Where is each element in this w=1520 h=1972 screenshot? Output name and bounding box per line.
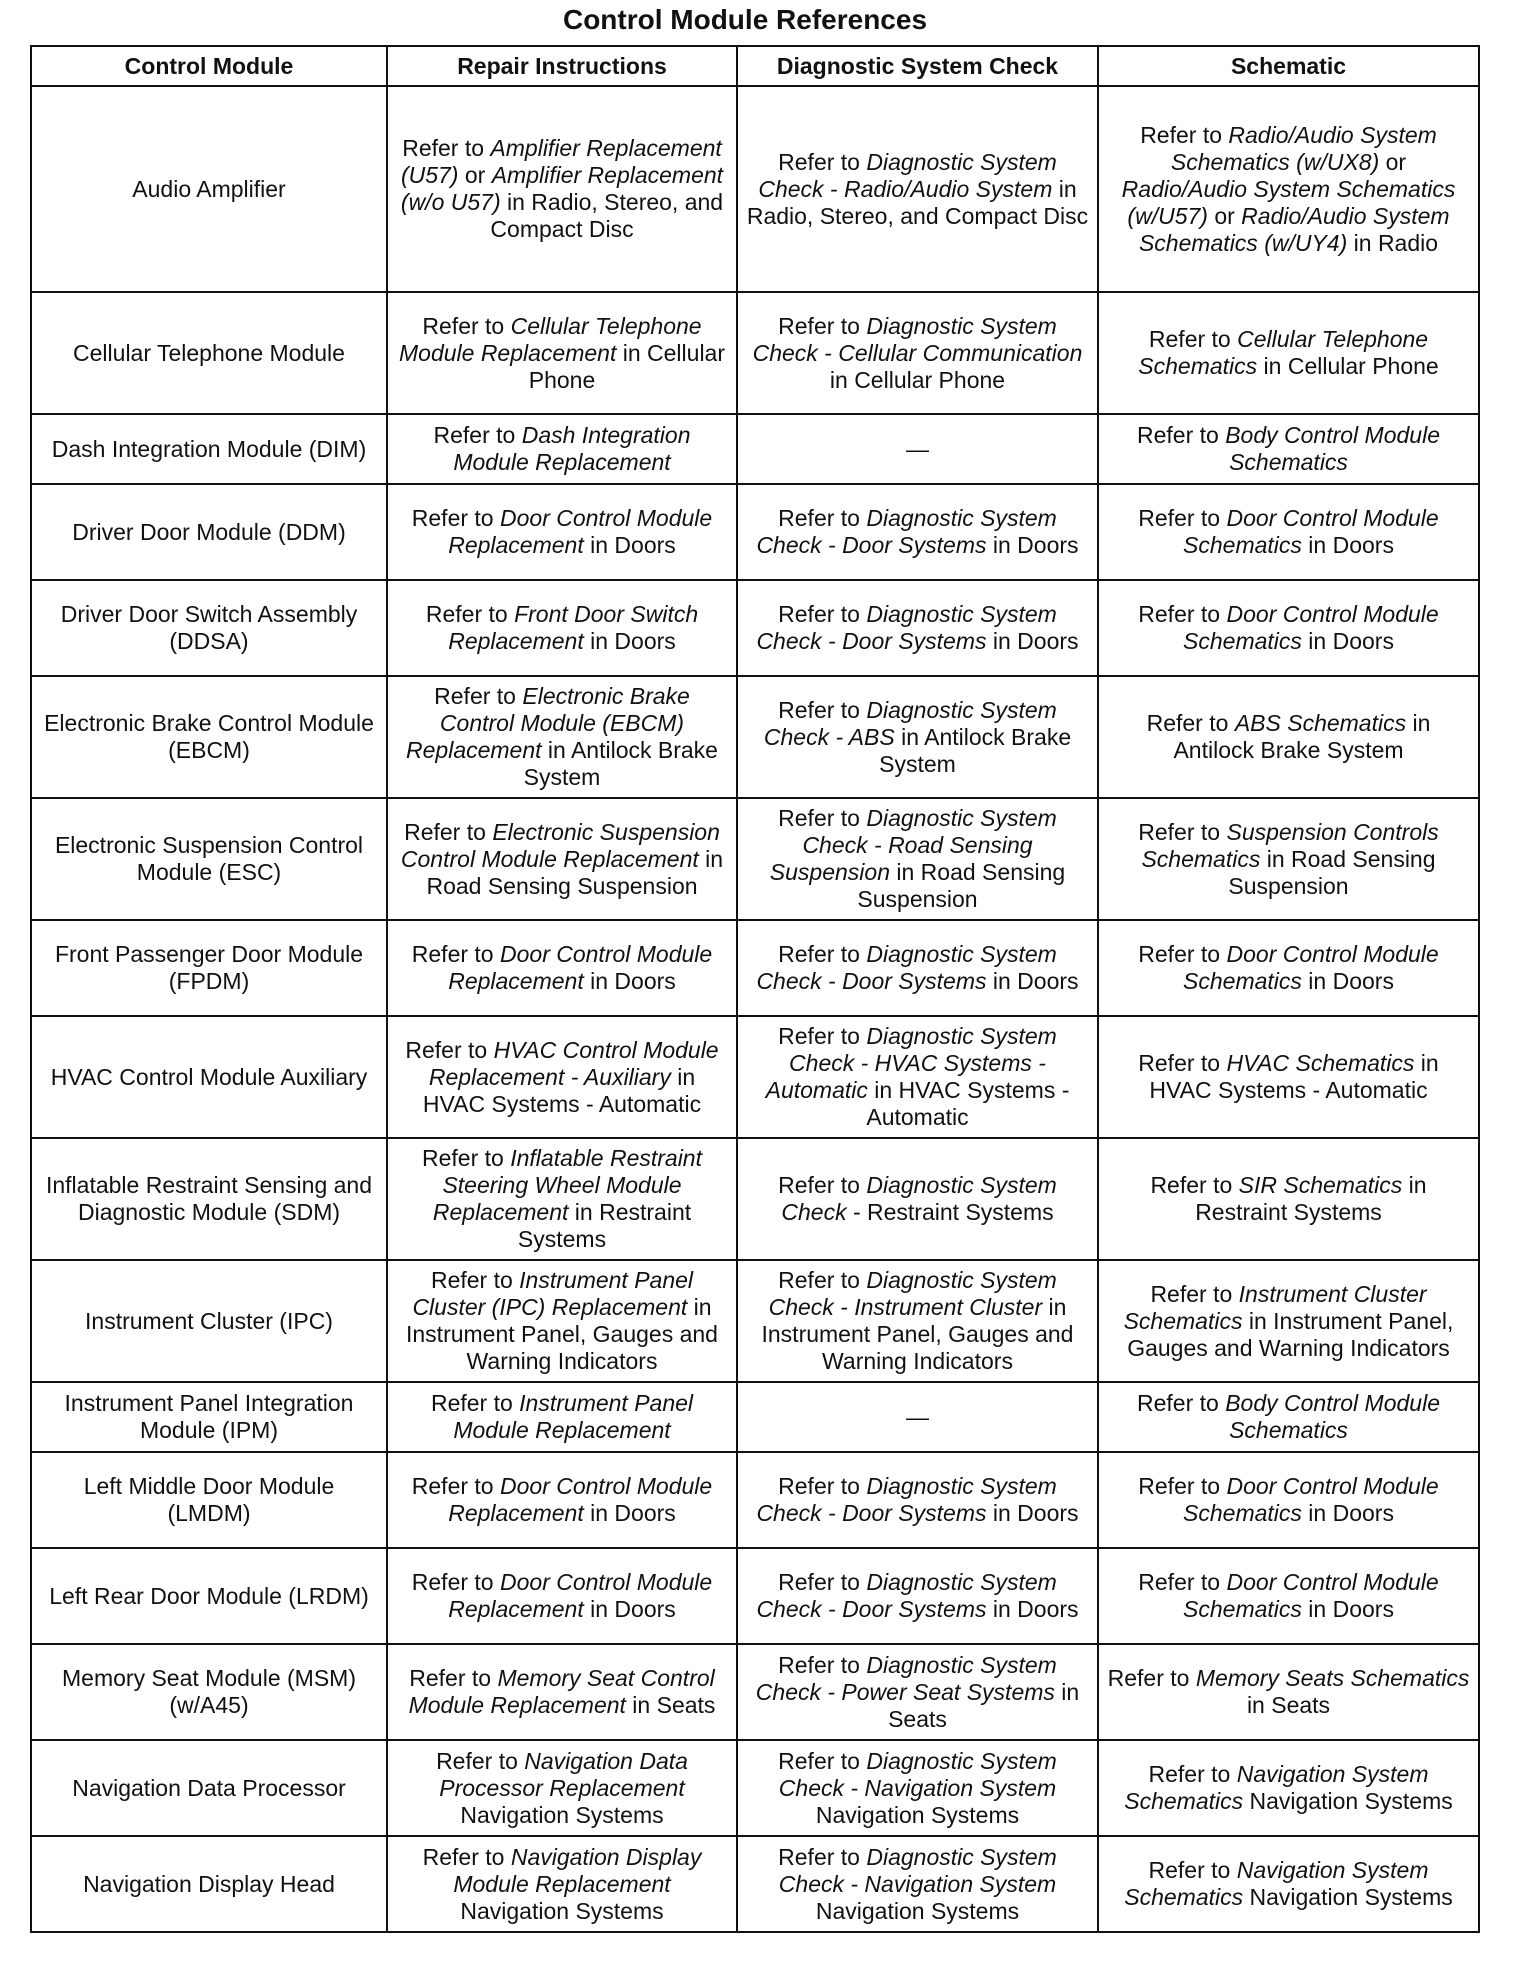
table-row (31, 1548, 1479, 1644)
reference-title: Door Control Module Replacement (448, 505, 713, 558)
reference-text: in Doors (583, 1596, 676, 1622)
module-name-cell: Instrument Cluster (IPC) (31, 1260, 387, 1382)
module-name-cell: Audio Amplifier (31, 86, 387, 292)
reference-title: Diagnostic System Check - Power Seat Systems (755, 1651, 1057, 1705)
reference-text: Refer to (422, 1843, 511, 1870)
reference-text: in Seats (1246, 1692, 1331, 1718)
reference-title: Memory Seat Control Module Replacement (408, 1665, 715, 1718)
reference-title: Electronic Brake Control Module (EBCM) Replacement (406, 683, 690, 763)
schematic-cell (1098, 1260, 1479, 1382)
reference-text: Refer to (778, 1843, 867, 1870)
reference-text: in Radio, Stereo, and Compact Disc (490, 189, 724, 242)
reference-text: Refer to (430, 1267, 520, 1293)
diagnostic-cell (737, 1260, 1098, 1382)
reference-title: Suspension Controls Schematics (1141, 818, 1439, 872)
reference-title: Inflatable Restraint Steering Wheel Module Replacement (432, 1145, 702, 1225)
reference-title: Cellular Telephone Module Replacement (399, 312, 702, 366)
reference-title: Diagnostic System Check - Road Sensing Suspension (769, 805, 1057, 885)
reference-text: in Road Sensing Suspension (1228, 845, 1436, 899)
reference-text: Refer to (1138, 1050, 1227, 1076)
table-row (31, 580, 1479, 676)
reference-title: Cellular Telephone Schematics (1138, 326, 1429, 379)
reference-text: Refer to (778, 1651, 867, 1678)
module-name-cell: Cellular Telephone Module (31, 292, 387, 414)
reference-text: Refer to (1148, 1857, 1237, 1883)
schematic-cell (1098, 292, 1479, 414)
reference-text: Refer to (411, 1473, 500, 1499)
reference-text: in Restraint Systems (517, 1199, 692, 1252)
repair-cell (387, 1452, 737, 1548)
reference-title: Radio/Audio System Schematics (w/UY4) (1138, 202, 1450, 256)
table-row (31, 292, 1479, 414)
reference-text: in HVAC Systems - Automatic (1149, 1050, 1439, 1103)
reference-text: in Doors (583, 628, 676, 654)
reference-text: Refer to (1148, 326, 1238, 352)
module-name-cell: Dash Integration Module (DIM) (31, 414, 387, 484)
reference-text: in Road Sensing Suspension (857, 859, 1066, 912)
schematic-cell (1098, 1452, 1479, 1548)
reference-text: Refer to (411, 941, 500, 967)
reference-text: in Radio (1347, 229, 1439, 256)
module-name-cell: Navigation Display Head (31, 1836, 387, 1932)
reference-title: Door Control Module Replacement (448, 1569, 713, 1622)
reference-title: Diagnostic System Check - Door Systems (756, 505, 1057, 558)
reference-text: in Doors (1301, 628, 1394, 654)
reference-title: Front Door Switch Replacement (448, 601, 699, 654)
reference-title: Door Control Module Schematics (1183, 601, 1439, 654)
reference-title: Instrument Panel Module Replacement (453, 1390, 694, 1443)
reference-text: Navigation Systems (815, 1897, 1020, 1924)
reference-text: - Restraint Systems (846, 1199, 1054, 1225)
table-row (31, 414, 1479, 484)
reference-text: Refer to (778, 601, 867, 627)
repair-cell (387, 580, 737, 676)
repair-cell (387, 1016, 737, 1138)
module-name-cell: Electronic Brake Control Module (EBCM) (31, 676, 387, 798)
reference-text: Refer to (1136, 1390, 1226, 1416)
reference-text: in Instrument Panel, Gauges and Warning Indicators (406, 1294, 718, 1374)
reference-title: Radio/Audio System Schematics (w/UX8) (1170, 121, 1437, 175)
reference-title: Body Control Module Schematics (1225, 1390, 1440, 1443)
diagnostic-cell (737, 1836, 1098, 1932)
reference-text: in Doors (986, 532, 1079, 558)
diagnostic-cell (737, 1452, 1098, 1548)
table-row (31, 676, 1479, 798)
module-name-cell: Left Middle Door Module (LMDM) (31, 1452, 387, 1548)
header-repair-instructions: Repair Instructions (387, 46, 737, 86)
reference-text: in HVAC Systems - Automatic (866, 1077, 1070, 1130)
reference-title: SIR Schematics (1238, 1172, 1403, 1198)
reference-title: Instrument Panel Cluster (IPC) Replacement (412, 1267, 694, 1320)
diagnostic-cell (737, 798, 1098, 920)
reference-title: Navigation System Schematics (1124, 1761, 1429, 1814)
reference-text: Navigation Systems (1243, 1884, 1453, 1910)
reference-text: or (458, 162, 492, 188)
reference-text: in Antilock Brake System (1173, 710, 1431, 763)
reference-text: in Doors (583, 532, 676, 558)
reference-text: in Restraint Systems (1195, 1172, 1427, 1225)
reference-title: Diagnostic System Check - Instrument Cluster (768, 1267, 1057, 1320)
table-row (31, 798, 1479, 920)
reference-text: Refer to (422, 1145, 511, 1171)
reference-text: in Doors (583, 1500, 676, 1526)
schematic-cell (1098, 1382, 1479, 1452)
reference-text: in Seats (625, 1692, 716, 1718)
reference-title: Door Control Module Schematics (1183, 1569, 1439, 1622)
reference-title: Dash Integration Module Replacement (453, 422, 691, 475)
module-name-cell: Driver Door Switch Assembly (DDSA) (31, 580, 387, 676)
repair-cell (387, 414, 737, 484)
reference-text: Refer to (1140, 121, 1229, 148)
module-name-cell: Instrument Panel Integration Module (IPM) (31, 1382, 387, 1452)
reference-text: Refer to (1148, 1761, 1237, 1787)
reference-text: Navigation Systems (460, 1801, 664, 1828)
reference-text: Refer to (411, 1569, 500, 1595)
header-diagnostic-system-check: Diagnostic System Check (737, 46, 1098, 86)
reference-text: in Radio, Stereo, and Compact Disc (746, 175, 1089, 229)
repair-cell (387, 292, 737, 414)
schematic-cell (1098, 580, 1479, 676)
reference-title: Instrument Cluster Schematics (1123, 1280, 1427, 1334)
reference-text: Refer to (778, 1473, 867, 1499)
reference-title: Diagnostic System Check - HVAC Systems - Automatic (765, 1023, 1057, 1103)
reference-title: Door Control Module Replacement (448, 941, 713, 994)
page-title: Control Module References (562, 4, 928, 35)
reference-text: Refer to (434, 683, 523, 709)
reference-text: Refer to (1136, 422, 1226, 448)
module-name-cell: Electronic Suspension Control Module (ESC) (31, 798, 387, 920)
reference-text: Refer to (1138, 505, 1227, 531)
reference-text: in Doors (1301, 968, 1394, 994)
reference-text: in Seats (888, 1678, 1080, 1732)
reference-title: Amplifier Replacement (w/o U57) (400, 162, 724, 215)
reference-title: Door Control Module Replacement (448, 1473, 713, 1526)
reference-title: HVAC Control Module Replacement - Auxiliary (428, 1036, 719, 1090)
reference-text: Refer to (1138, 941, 1227, 967)
reference-text: Refer to (778, 1569, 867, 1595)
header-control-module: Control Module (31, 46, 387, 86)
reference-title: HVAC Schematics (1226, 1050, 1415, 1076)
reference-title: Diagnostic System Check - Door Systems (756, 1473, 1057, 1526)
reference-text: Refer to (1107, 1665, 1196, 1691)
reference-title: Diagnostic System Check - Door Systems (756, 601, 1057, 654)
diagnostic-cell (737, 1382, 1098, 1452)
table-row (31, 920, 1479, 1016)
reference-text: in Instrument Panel, Gauges and Warning Indicators (761, 1294, 1074, 1374)
reference-title: Electronic Suspension Control Module Replacement (400, 818, 720, 872)
schematic-cell (1098, 484, 1479, 580)
header-row (31, 46, 1479, 86)
diagnostic-cell (737, 676, 1098, 798)
reference-text: Refer to (425, 601, 515, 627)
reference-text: in Cellular Phone (829, 366, 1006, 393)
reference-text: in Doors (1301, 1596, 1394, 1622)
module-name-cell: Front Passenger Door Module (FPDM) (31, 920, 387, 1016)
module-name-cell: HVAC Control Module Auxiliary (31, 1016, 387, 1138)
schematic-cell (1098, 86, 1479, 292)
reference-text: Navigation Systems (460, 1897, 664, 1924)
reference-title: Diagnostic System Check - Navigation System (778, 1843, 1057, 1897)
reference-text: Refer to (405, 1036, 494, 1063)
repair-cell (387, 1644, 737, 1740)
schematic-cell (1098, 798, 1479, 920)
reference-title: Navigation Data Processor Replacement (439, 1747, 688, 1801)
reference-text: Refer to (1138, 601, 1227, 627)
reference-title: Memory Seats Schematics (1195, 1665, 1470, 1691)
table-row (31, 1016, 1479, 1138)
reference-text: in Doors (986, 1500, 1079, 1526)
reference-text: Refer to (778, 505, 867, 531)
reference-text: Refer to (433, 422, 522, 448)
reference-text: — (906, 1403, 929, 1430)
reference-text: or (1379, 148, 1407, 175)
diagnostic-cell (737, 580, 1098, 676)
reference-title: Navigation System Schematics (1124, 1857, 1429, 1910)
reference-text: Refer to (1146, 710, 1235, 736)
table-row (31, 1740, 1479, 1836)
reference-text: Refer to (436, 1747, 525, 1774)
diagnostic-cell (737, 414, 1098, 484)
reference-text: in Antilock Brake System (879, 723, 1072, 777)
reference-text: in Doors (1301, 532, 1394, 558)
reference-text: in HVAC Systems - Automatic (422, 1063, 702, 1117)
reference-title: Diagnostic System Check - Navigation System (778, 1747, 1057, 1801)
table-row (31, 86, 1479, 292)
reference-text: Refer to (778, 312, 867, 339)
header-schematic: Schematic (1098, 46, 1479, 86)
repair-cell (387, 1836, 737, 1932)
module-name-cell: Driver Door Module (DDM) (31, 484, 387, 580)
reference-title: Body Control Module Schematics (1225, 422, 1440, 475)
reference-text: Refer to (778, 1267, 867, 1293)
reference-title: Door Control Module Schematics (1183, 941, 1439, 994)
repair-cell (387, 920, 737, 1016)
table-row (31, 1138, 1479, 1260)
schematic-cell (1098, 1016, 1479, 1138)
repair-cell (387, 1382, 737, 1452)
reference-title: Diagnostic System Check (781, 1172, 1057, 1225)
diagnostic-cell (737, 1138, 1098, 1260)
reference-title: Radio/Audio System Schematics (w/U57) (1121, 175, 1456, 229)
reference-text: in Doors (986, 968, 1079, 994)
reference-title: Door Control Module Schematics (1183, 505, 1439, 558)
diagnostic-cell (737, 920, 1098, 1016)
reference-text: — (906, 435, 929, 462)
reference-text: Refer to (1138, 1569, 1227, 1595)
reference-text: in Doors (986, 628, 1079, 654)
reference-text: Refer to (1138, 1473, 1227, 1499)
reference-text: Refer to (404, 818, 493, 845)
schematic-cell (1098, 1138, 1479, 1260)
module-name-cell: Navigation Data Processor (31, 1740, 387, 1836)
schematic-cell (1098, 1548, 1479, 1644)
reference-text: in Road Sensing Suspension (426, 845, 724, 899)
schematic-cell (1098, 414, 1479, 484)
reference-text: Refer to (422, 312, 511, 339)
schematic-cell (1098, 920, 1479, 1016)
reference-text: Refer to (778, 941, 867, 967)
reference-text: Refer to (411, 505, 500, 531)
reference-title: Diagnostic System Check - Cellular Communication (752, 312, 1083, 366)
repair-cell (387, 1548, 737, 1644)
reference-text: Refer to (402, 135, 491, 161)
reference-text: in Doors (583, 968, 676, 994)
diagnostic-cell (737, 1016, 1098, 1138)
table-row (31, 1260, 1479, 1382)
reference-text: in Doors (1301, 1500, 1394, 1526)
schematic-cell (1098, 1836, 1479, 1932)
reference-text: Refer to (778, 1023, 867, 1049)
repair-cell (387, 676, 737, 798)
reference-text: in Cellular Phone (1257, 353, 1439, 379)
schematic-cell (1098, 1644, 1479, 1740)
diagnostic-cell (737, 86, 1098, 292)
reference-title: Amplifier Replacement (U57) (400, 135, 722, 188)
reference-title: Diagnostic System Check - Door Systems (756, 1569, 1057, 1622)
reference-text: Refer to (778, 148, 867, 175)
reference-text: Refer to (1150, 1280, 1239, 1307)
diagnostic-cell (737, 292, 1098, 414)
reference-text: Navigation Systems (1243, 1788, 1453, 1814)
schematic-cell (1098, 1740, 1479, 1836)
reference-text: Refer to (430, 1390, 520, 1416)
reference-text: in Doors (986, 1596, 1079, 1622)
repair-cell (387, 484, 737, 580)
table-row (31, 1836, 1479, 1932)
repair-cell (387, 1740, 737, 1836)
diagnostic-cell (737, 484, 1098, 580)
reference-text: in Cellular Phone (528, 339, 725, 393)
reference-title: ABS Schematics (1234, 710, 1407, 736)
reference-title: Diagnostic System Check - Door Systems (756, 941, 1057, 994)
reference-title: Navigation Display Module Replacement (453, 1843, 702, 1897)
reference-text: Refer to (778, 1747, 867, 1774)
module-name-cell: Inflatable Restraint Sensing and Diagnostic Module (SDM) (31, 1138, 387, 1260)
module-name-cell: Left Rear Door Module (LRDM) (31, 1548, 387, 1644)
table-row (31, 484, 1479, 580)
reference-title: Diagnostic System Check - ABS (763, 696, 1057, 750)
reference-title: Diagnostic System Check - Radio/Audio System (758, 148, 1057, 202)
reference-text: Refer to (778, 805, 867, 831)
repair-cell (387, 798, 737, 920)
reference-text: Navigation Systems (815, 1801, 1020, 1828)
table-row (31, 1452, 1479, 1548)
control-module-table (30, 45, 1480, 1933)
schematic-cell (1098, 676, 1479, 798)
diagnostic-cell (737, 1548, 1098, 1644)
module-name-cell: Memory Seat Module (MSM) (w/A45) (31, 1644, 387, 1740)
reference-text: in Instrument Panel, Gauges and Warning Indicators (1127, 1307, 1454, 1361)
table-row (31, 1644, 1479, 1740)
reference-text: Refer to (1150, 1172, 1239, 1198)
repair-cell (387, 1138, 737, 1260)
reference-text: Refer to (778, 696, 867, 723)
reference-text: Refer to (1138, 818, 1227, 845)
reference-text: or (1207, 202, 1242, 229)
reference-text: Refer to (778, 1172, 867, 1198)
reference-text: Refer to (409, 1665, 498, 1691)
reference-title: Door Control Module Schematics (1183, 1473, 1439, 1526)
table-row (31, 1382, 1479, 1452)
repair-cell (387, 86, 737, 292)
diagnostic-cell (737, 1644, 1098, 1740)
reference-text: in Antilock Brake System (523, 737, 718, 790)
diagnostic-cell (737, 1740, 1098, 1836)
repair-cell (387, 1260, 737, 1382)
